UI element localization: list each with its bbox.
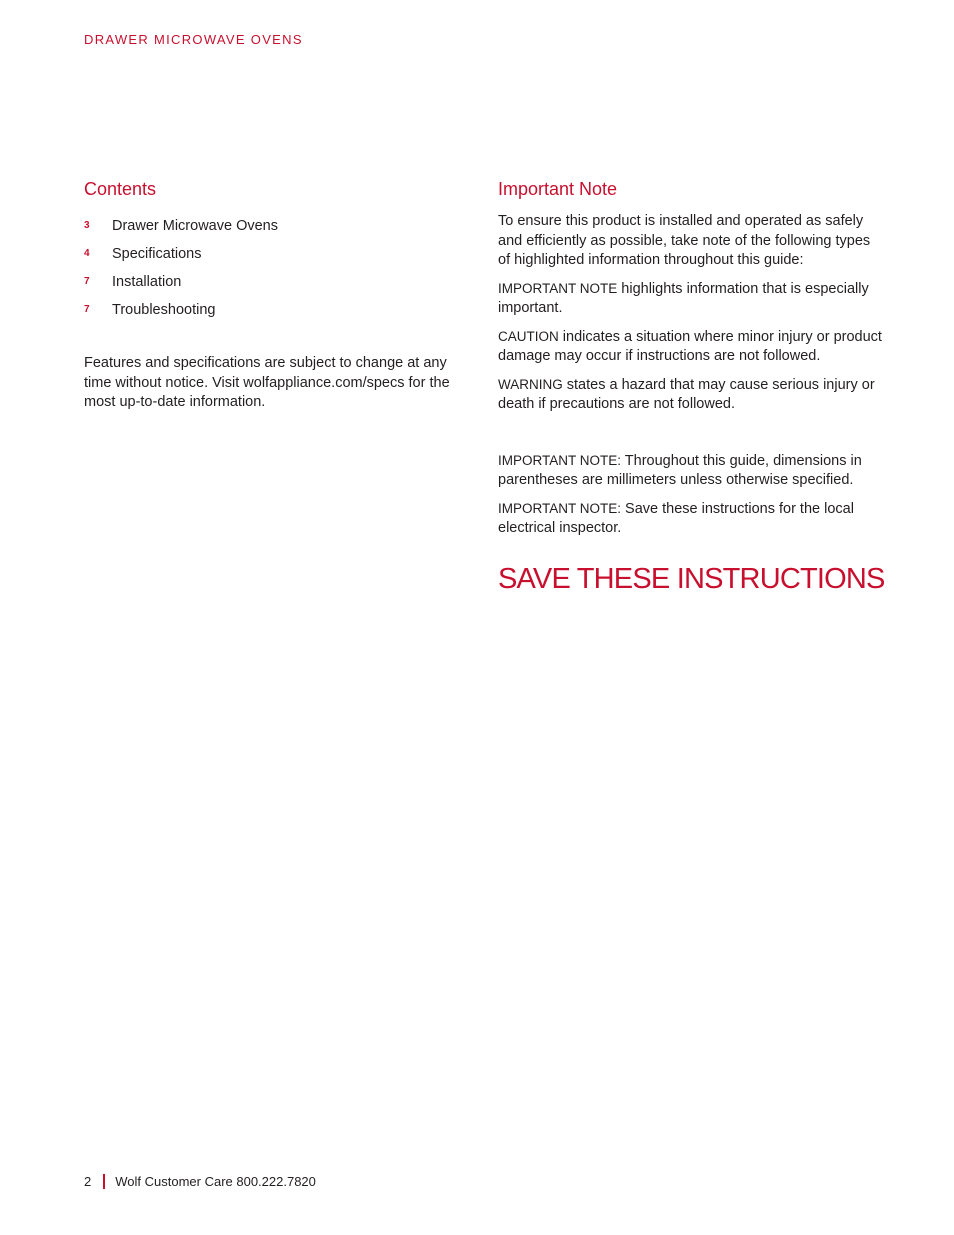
save-instructions-banner: SAVE THESE INSTRUCTIONS: [498, 562, 885, 595]
toc-label: Troubleshooting: [112, 302, 216, 318]
spacer: [498, 423, 884, 451]
definition-label: IMPORTANT NOTE: [498, 280, 618, 296]
important-note-column: [498, 178, 884, 597]
toc-label: Installation: [112, 274, 182, 290]
specs-disclaimer: Features and specifications are subject to change at any time without notice. Visit wolfappliance.com/specs for the most up-to-date information.: [84, 355, 450, 410]
toc-item[interactable]: [84, 212, 454, 240]
note-text: Throughout this guide, dimensions in parentheses are millimeters unless otherwise specified.: [498, 452, 862, 488]
page-footer: [84, 1174, 316, 1189]
toc-page-number: 7: [84, 304, 90, 315]
definition-text: indicates a situation where minor injury or product damage may occur if instructions are not followed.: [498, 328, 882, 364]
table-of-contents: [84, 212, 454, 324]
definition-label: WARNING: [498, 376, 563, 392]
toc-label: Drawer Microwave Ovens: [112, 218, 278, 234]
note-text: Save these instructions for the local electrical inspector.: [498, 500, 854, 536]
toc-label: Specifications: [112, 246, 202, 262]
toc-page-number: 4: [84, 248, 90, 259]
definition-label: CAUTION: [498, 328, 559, 344]
section-header: DRAWER MICROWAVE OVENS: [84, 32, 303, 47]
toc-page-number: 3: [84, 220, 90, 231]
page-number: 2: [84, 1174, 92, 1189]
toc-item[interactable]: [84, 268, 454, 296]
toc-page-number: 7: [84, 276, 90, 287]
note-label: IMPORTANT NOTE:: [498, 500, 622, 516]
toc-item[interactable]: [84, 296, 454, 324]
contents-heading: Contents: [84, 179, 157, 199]
definition-warning: [498, 375, 884, 415]
important-note-heading: Important Note: [498, 179, 618, 199]
definition-text: highlights information that is especially important.: [498, 280, 869, 316]
note-dimensions: [498, 451, 884, 491]
footer-divider: [103, 1174, 105, 1189]
contents-column: [84, 178, 454, 413]
definition-important-note: [498, 279, 884, 319]
customer-care-contact: Wolf Customer Care 800.222.7820: [115, 1174, 316, 1189]
note-save-instructions: [498, 499, 884, 539]
definition-caution: [498, 327, 884, 367]
definition-text: states a hazard that may cause serious injury or death if precautions are not followed.: [498, 376, 875, 412]
toc-item[interactable]: [84, 240, 454, 268]
note-label: IMPORTANT NOTE:: [498, 452, 622, 468]
important-note-intro: To ensure this product is installed and operated as safely and efficiently as possible, take note of the following types of highlighted information throughout this guide:: [498, 213, 871, 268]
